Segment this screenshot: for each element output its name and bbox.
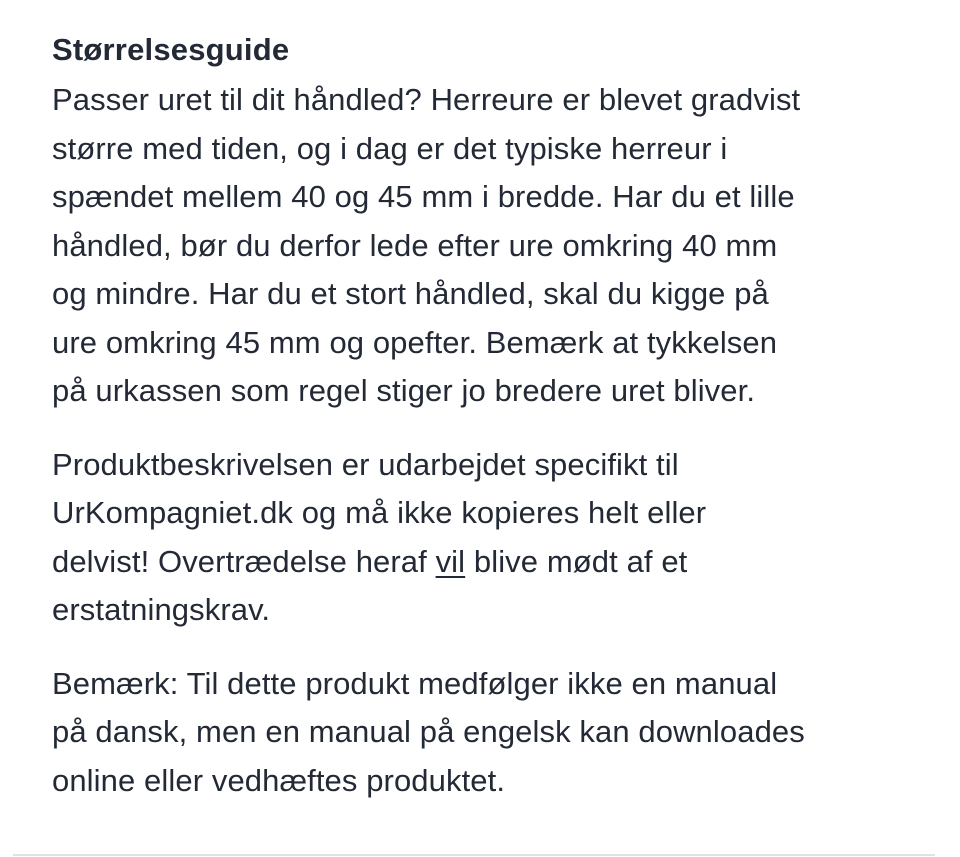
text-line: ure omkring 45 mm og opefter. Bemærk at tykkelsen	[52, 324, 778, 360]
text-line: Produktbeskrivelsen er udarbejdet specifikt til	[52, 446, 679, 482]
text-line: på urkassen som regel stiger jo bredere uret bliver.	[52, 373, 756, 408]
text-line: erstatningskrav.	[52, 592, 271, 627]
text-line	[52, 538, 932, 587]
size-guide-heading: Størrelsesguide	[52, 32, 290, 67]
text-fragment: delvist! Overtrædelse heraf	[52, 543, 436, 579]
copyright-notice-paragraph	[52, 441, 932, 635]
manual-notice-paragraph	[52, 660, 932, 806]
text-line: online eller vedhæftes produktet.	[52, 762, 506, 798]
text-line: spændet mellem 40 og 45 mm i bredde. Har du et lille	[52, 179, 795, 214]
text-fragment: blive mødt af et	[465, 543, 688, 579]
text-line: større med tiden, og i dag er det typiske herreur i	[52, 130, 728, 166]
text-line: og mindre. Har du et stort håndled, skal du kigge på	[52, 276, 769, 311]
text-line: Bemærk: Til dette produkt medfølger ikke en manual	[52, 665, 778, 701]
size-guide-paragraph	[52, 76, 932, 416]
text-line: Passer uret til dit håndled? Herreure er blevet gradvist	[52, 82, 801, 117]
product-description-section	[52, 30, 932, 805]
text-line: håndled, bør du derfor lede efter ure omkring 40 mm	[52, 227, 778, 263]
text-line: UrKompagniet.dk og må ikke kopieres helt eller	[52, 495, 707, 530]
underlined-emphasis: vil	[435, 543, 466, 579]
section-divider	[13, 854, 935, 856]
text-line: på dansk, men en manual på engelsk kan downloades	[52, 714, 805, 749]
